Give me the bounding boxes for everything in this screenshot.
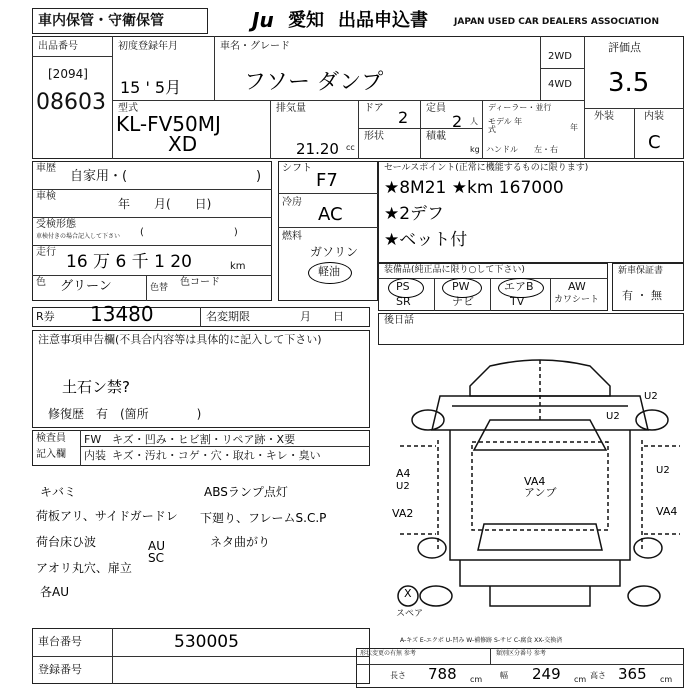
remark-right-2: 下廻り、フレームS.C.P: [200, 511, 327, 525]
equipment-label: 装備品(純正品に限り○して下さい): [384, 265, 525, 275]
aichi-logo: 愛知: [288, 10, 324, 31]
shape-label: 形状: [364, 131, 384, 142]
warranty-value: 有 ・ 無: [622, 289, 662, 302]
shift-value: F7: [316, 170, 338, 191]
inspector-label1: 検査員: [36, 433, 66, 444]
shape-change-note: 形状変更の有無 参考: [360, 650, 416, 657]
recycle-label: R券: [36, 310, 55, 323]
fuel-circled-value: 軽油: [318, 265, 340, 278]
inspector-fw: FW: [84, 433, 102, 446]
chassis-label: 車台番号: [38, 635, 82, 648]
displacement-label: 排気量: [276, 103, 306, 114]
history-close: ): [256, 169, 262, 184]
equip-pw-circle: [442, 278, 482, 298]
diagram-label-7: VA2: [392, 507, 414, 520]
rear-notes-label: 後日話: [384, 315, 414, 326]
doors-value: 2: [398, 108, 409, 127]
model-year-label: モデル 年式: [488, 117, 523, 134]
reception-label: 受検形態: [36, 219, 76, 230]
notes-label: 注意事項申告欄(不具合内容等は具体的に記入して下さい): [38, 333, 322, 346]
remark-left-1: キバミ: [40, 485, 77, 499]
damage-legend: A-キズ E-エクボ U-凹み W-補修跡 S-サビ C-腐食 XX-交換済: [400, 637, 563, 644]
capacity-value: 2: [452, 112, 463, 131]
history-label: 車歴: [36, 163, 56, 174]
model-value-line2: XD: [168, 132, 198, 156]
warranty-label: 新車保証書: [618, 266, 664, 276]
capacity-label: 定員: [426, 103, 446, 114]
registration-label: 初度登録年月: [118, 41, 178, 52]
reception-paren: ( ): [140, 227, 238, 238]
inspector-row2: キズ・汚れ・コゲ・穴・取れ・キレ・臭い: [112, 449, 321, 462]
interior-label: 内装: [644, 111, 664, 122]
diagram-spare-label: スペア: [396, 609, 424, 619]
form-title: 出品申込書: [338, 10, 428, 31]
remark-right-3: ネタ曲がり: [210, 535, 271, 549]
storage-label: 車内保管・守衛保管: [38, 13, 164, 29]
load-unit: kg: [470, 145, 480, 154]
kind-number-note: 類別区分番号 参考: [496, 650, 546, 657]
diagram-label-3: U2: [656, 465, 670, 476]
height-value: 365: [618, 665, 647, 683]
inspector-row1: キズ・凹み・ヒビ割・リペア跡・X要: [112, 433, 296, 446]
model-year-suffix: 年: [570, 123, 578, 132]
remark-left-5: 各AU: [40, 585, 69, 599]
shift-label: シフト: [282, 163, 312, 174]
car-name-label: 車名・グレード: [220, 41, 290, 52]
diagram-label-1: U2: [644, 391, 658, 402]
inspection-value: 年 月( 日): [118, 197, 212, 211]
diagram-label-8: VA4 アンブ: [524, 475, 557, 499]
lot-number-label: 出品番号: [38, 41, 78, 52]
mileage-unit: km: [230, 261, 246, 272]
handle-value: 左・右: [534, 145, 558, 154]
equip-airbag-circle: [498, 278, 544, 298]
lot-sub-number: [2094]: [48, 67, 88, 81]
chassis-value: 530005: [174, 632, 239, 652]
sales-points-label: セールスポイント(正常に機能するものに限ります): [384, 163, 589, 173]
sales-point-3: ★ベット付: [384, 230, 468, 250]
fuel-value: ガソリン: [310, 245, 359, 259]
equip-leather-seat: カワシート: [554, 295, 600, 305]
model-value-line1: KL-FV50MJ: [116, 112, 221, 136]
name-change-label: 名変期限: [206, 310, 250, 323]
width-label: 幅: [500, 671, 508, 680]
recycle-value: 13480: [90, 302, 154, 326]
inspection-label: 車検: [36, 191, 56, 202]
color-change: 色替: [150, 283, 169, 293]
repair-history: 修復歴 有 (箇所 ): [48, 407, 202, 421]
length-value: 788: [428, 665, 457, 683]
aircon-label: 冷房: [282, 197, 302, 208]
displacement-value: 21.20: [296, 140, 339, 158]
remark-left-3: 荷台床ひ波: [36, 535, 97, 549]
inspector-row2-label: 内装: [84, 449, 106, 462]
color-code-label: 色コード: [180, 277, 220, 288]
fuel-label: 燃料: [282, 231, 302, 242]
diagram-label-4: VA4: [656, 505, 678, 518]
displacement-unit: cc: [346, 143, 355, 152]
remark-left-2: 荷板アリ、サイドガードレ: [36, 509, 178, 523]
equip-navi: ナビ: [452, 295, 474, 308]
mileage-value: 16 万 6 千 1 20: [66, 252, 192, 272]
name-change-value: 月 日: [300, 310, 344, 323]
rear-notes-block: [378, 313, 684, 345]
reception-note: 車検付きの場合記入して下さい: [36, 233, 121, 240]
interior-value: C: [648, 132, 661, 153]
sales-point-1: ★8M21 ★km 167000: [384, 178, 564, 198]
ju-logo: Ju: [252, 8, 274, 32]
length-label: 長さ: [390, 671, 406, 680]
diagram-spare-mark: X: [404, 587, 412, 600]
mileage-label: 走行: [36, 247, 56, 258]
equip-ps: PS: [396, 280, 410, 293]
equip-aw: AW: [568, 280, 586, 293]
load-label: 積載: [426, 131, 446, 142]
car-name-value: フソー ダンプ: [244, 70, 384, 95]
diagram-label-2: U2: [606, 411, 620, 422]
rating-label: 評価点: [608, 41, 641, 54]
diagram-label-5: A4: [396, 467, 411, 480]
lot-number: 08603: [36, 90, 106, 115]
width-unit: cm: [574, 675, 587, 684]
drive-2wd: 2WD: [548, 51, 572, 62]
drive-4wd: 4WD: [548, 79, 572, 90]
color-value: グリーン: [60, 279, 112, 294]
rating-value: 3.5: [608, 68, 650, 98]
exterior-label: 外装: [594, 111, 614, 122]
equip-sr: SR: [396, 295, 411, 308]
height-label: 高さ: [590, 671, 606, 680]
height-unit: cm: [660, 675, 673, 684]
dealer-label: ディーラー・並行: [488, 103, 552, 112]
model-label: 型式: [118, 103, 138, 114]
equip-airbag: エアB: [504, 280, 534, 293]
capacity-unit: 人: [470, 117, 478, 126]
equip-ps-circle: [388, 278, 424, 298]
inspector-label2: 記入欄: [36, 449, 66, 460]
remark-au-sc: AU SC: [148, 539, 165, 565]
equip-tv: TV: [510, 295, 525, 308]
equip-pw: PW: [452, 280, 470, 293]
width-value: 249: [532, 665, 561, 683]
aircon-value: AC: [318, 204, 343, 225]
color-label: 色: [36, 277, 46, 288]
history-value: 自家用・(: [70, 169, 128, 184]
registration-value: 15 ' 5月: [120, 78, 182, 97]
remark-right-1: ABSランプ点灯: [204, 485, 288, 499]
doors-label: ドア: [364, 103, 384, 114]
notes-value: 土石ン禁?: [62, 378, 130, 396]
length-unit: cm: [470, 675, 483, 684]
sales-point-2: ★2デフ: [384, 204, 445, 224]
association-name: JAPAN USED CAR DEALERS ASSOCIATION: [454, 17, 659, 27]
handle-label: ハンドル: [486, 145, 518, 154]
remark-left-4: アオリ丸穴、扉立: [36, 561, 132, 575]
plate-label: 登録番号: [38, 663, 82, 676]
diagram-label-6: U2: [396, 481, 410, 492]
